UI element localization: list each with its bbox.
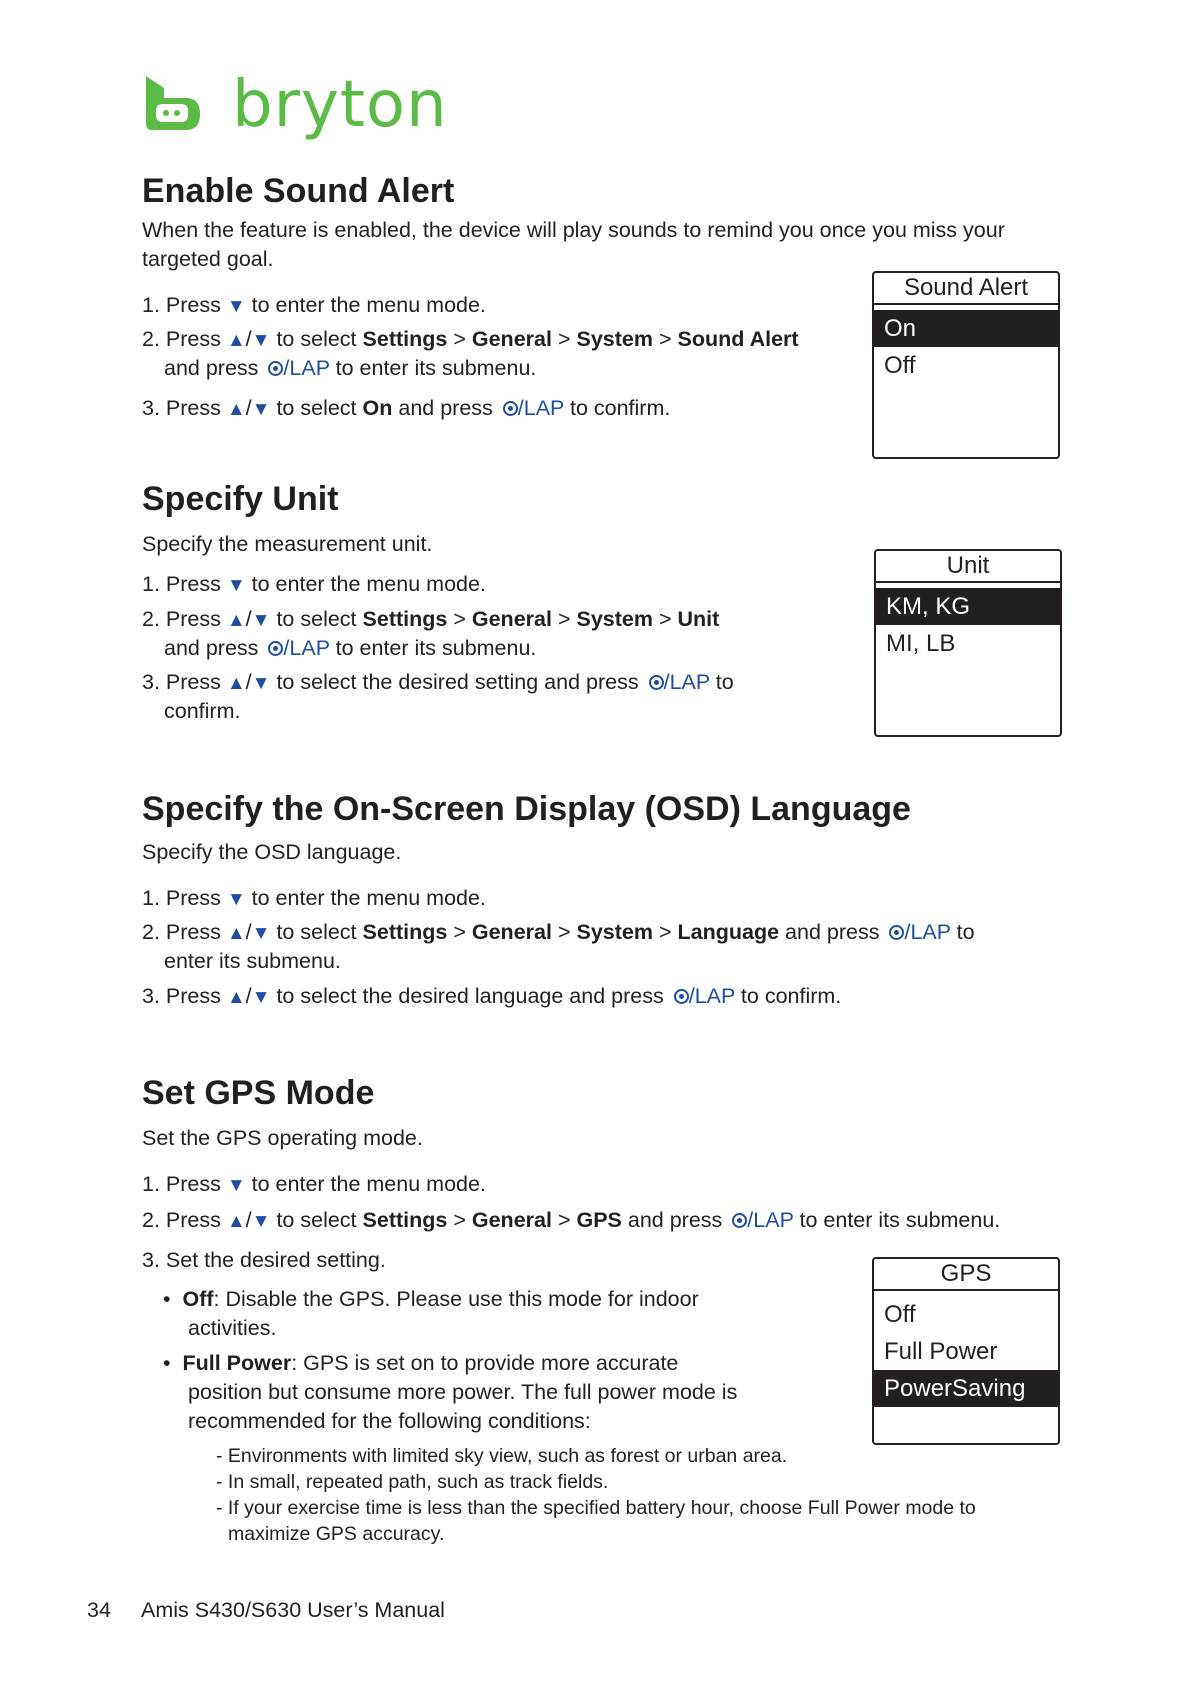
- page-number: 34: [87, 1598, 111, 1622]
- gps-bullet-full-power-cont1: position but consume more power. The full power mode is: [188, 1380, 738, 1404]
- gps-bullet-off: • Off: Disable the GPS. Please use this mode for indoor: [163, 1287, 699, 1311]
- unit-heading: Specify Unit: [142, 480, 339, 518]
- up-arrow-icon: ▲: [226, 330, 246, 351]
- gps-condition-3: - If your exercise time is less than the specified battery hour, choose Full Power mode to: [216, 1497, 976, 1519]
- gps-heading: Set GPS Mode: [142, 1074, 375, 1112]
- sound-step-2: 2. Press ▲/▼ to select Settings > General > System > Sound Alert: [142, 327, 799, 351]
- up-arrow-icon: ▲: [226, 987, 246, 1008]
- sound-intro-line2: targeted goal.: [142, 247, 274, 271]
- gps-condition-2: - In small, repeated path, such as track fields.: [216, 1471, 609, 1493]
- unit-step-2: 2. Press ▲/▼ to select Settings > General > System > Unit: [142, 607, 720, 631]
- osd-step-2: 2. Press ▲/▼ to select Settings > General > System > Language and press /LAP to: [142, 920, 975, 944]
- screen-option-selected: KM, KG: [876, 588, 1060, 625]
- ok-button-icon: [732, 1213, 747, 1228]
- down-arrow-icon: ▼: [226, 889, 246, 910]
- ok-button-icon: [268, 361, 283, 376]
- down-arrow-icon: ▼: [251, 1211, 271, 1232]
- screen-title: GPS: [874, 1259, 1058, 1291]
- bryton-logo-icon: [142, 72, 204, 134]
- gps-step-3: 3. Set the desired setting.: [142, 1248, 386, 1272]
- up-arrow-icon: ▲: [226, 610, 246, 631]
- sound-step-2-cont: and press /LAP to enter its submenu.: [164, 356, 537, 380]
- unit-intro: Specify the measurement unit.: [142, 532, 433, 556]
- down-arrow-icon: ▼: [251, 610, 271, 631]
- down-arrow-icon: ▼: [226, 1175, 246, 1196]
- gps-condition-1: - Environments with limited sky view, such as forest or urban area.: [216, 1445, 788, 1467]
- osd-step-3: 3. Press ▲/▼ to select the desired language and press /LAP to confirm.: [142, 984, 842, 1008]
- gps-step-1: 1. Press ▼ to enter the menu mode.: [142, 1172, 486, 1196]
- unit-step-3: 3. Press ▲/▼ to select the desired setting and press /LAP to: [142, 670, 734, 694]
- gps-intro: Set the GPS operating mode.: [142, 1126, 423, 1150]
- screen-option: Off: [884, 1301, 916, 1328]
- unit-step-1: 1. Press ▼ to enter the menu mode.: [142, 572, 486, 596]
- down-arrow-icon: ▼: [251, 923, 271, 944]
- down-arrow-icon: ▼: [226, 296, 246, 317]
- gps-condition-3-cont: maximize GPS accuracy.: [228, 1523, 445, 1545]
- osd-heading: Specify the On-Screen Display (OSD) Language: [142, 790, 911, 828]
- down-arrow-icon: ▼: [251, 330, 271, 351]
- sound-step-1: 1. Press ▼ to enter the menu mode.: [142, 293, 486, 317]
- screen-option: MI, LB: [886, 630, 956, 657]
- sound-step-3: 3. Press ▲/▼ to select On and press /LAP to confirm.: [142, 396, 671, 420]
- ok-button-icon: [674, 989, 689, 1004]
- gps-bullet-full-power-cont2: recommended for the following conditions:: [188, 1409, 591, 1433]
- gps-step-2: 2. Press ▲/▼ to select Settings > General > GPS and press /LAP to enter its submenu.: [142, 1208, 1001, 1232]
- up-arrow-icon: ▲: [226, 1211, 246, 1232]
- up-arrow-icon: ▲: [226, 673, 246, 694]
- unit-step-2-cont: and press /LAP to enter its submenu.: [164, 636, 537, 660]
- down-arrow-icon: ▼: [251, 987, 271, 1008]
- sound-intro-line1: When the feature is enabled, the device will play sounds to remind you once you miss your: [142, 218, 1005, 242]
- screen-option-selected: On: [874, 310, 1058, 347]
- screen-option: Full Power: [884, 1338, 998, 1365]
- brand-name: bryton: [232, 68, 448, 142]
- osd-intro: Specify the OSD language.: [142, 840, 402, 864]
- down-arrow-icon: ▼: [251, 399, 271, 420]
- down-arrow-icon: ▼: [226, 575, 246, 596]
- ok-button-icon: [503, 401, 518, 416]
- ok-button-icon: [649, 675, 664, 690]
- screen-option-selected: PowerSaving: [874, 1370, 1058, 1407]
- ok-button-icon: [268, 641, 283, 656]
- sound-alert-screen: [872, 271, 1060, 459]
- screen-title: Sound Alert: [874, 273, 1058, 305]
- gps-bullet-off-cont: activities.: [188, 1316, 277, 1340]
- up-arrow-icon: ▲: [226, 399, 246, 420]
- sound-heading: Enable Sound Alert: [142, 172, 455, 210]
- down-arrow-icon: ▼: [251, 673, 271, 694]
- osd-step-1: 1. Press ▼ to enter the menu mode.: [142, 886, 486, 910]
- manual-title: Amis S430/S630 User’s Manual: [141, 1598, 445, 1622]
- up-arrow-icon: ▲: [226, 923, 246, 944]
- unit-step-3-cont: confirm.: [164, 699, 241, 723]
- osd-step-2-cont: enter its submenu.: [164, 949, 341, 973]
- ok-button-icon: [889, 925, 904, 940]
- unit-screen: [874, 549, 1062, 737]
- screen-option: Off: [884, 352, 916, 379]
- gps-bullet-full-power: • Full Power: GPS is set on to provide more accurate: [163, 1351, 679, 1375]
- screen-title: Unit: [876, 551, 1060, 583]
- gps-screen: [872, 1257, 1060, 1445]
